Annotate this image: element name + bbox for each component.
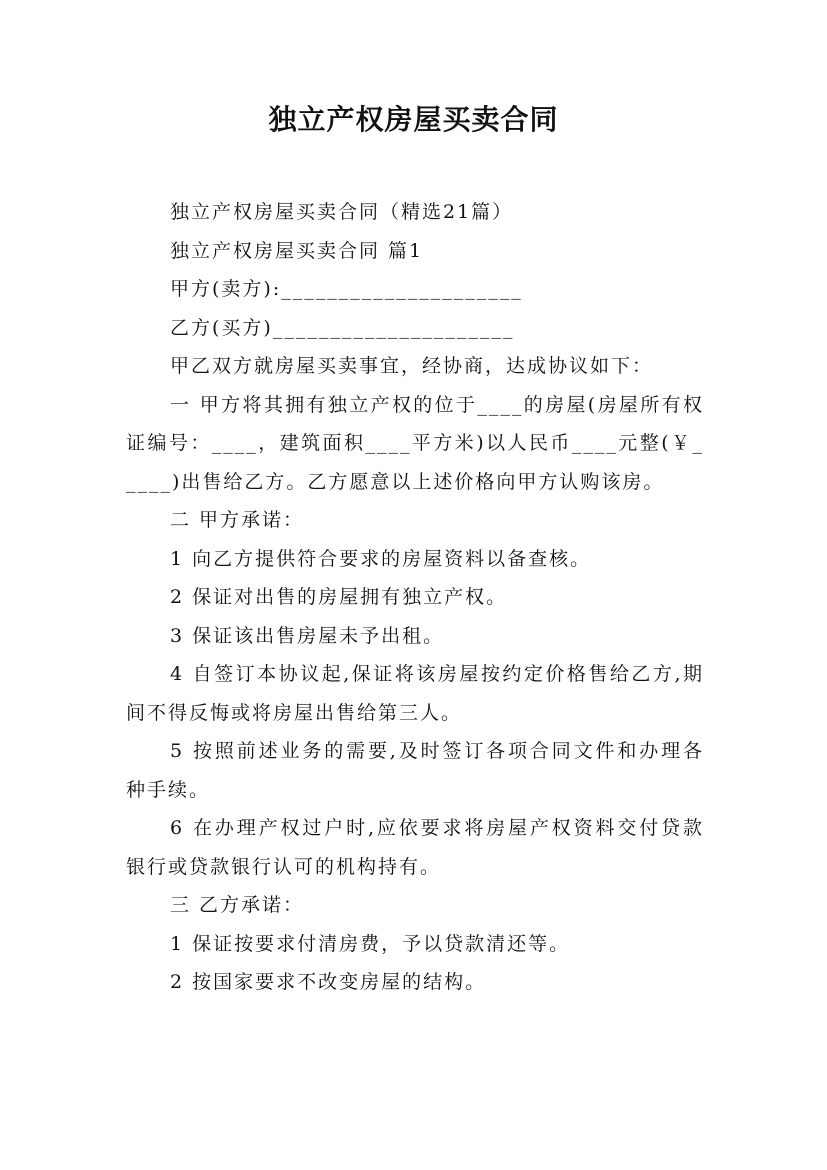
paragraph-agreement-intro: 甲乙双方就房屋买卖事宜，经协商，达成协议如下：	[170, 355, 654, 377]
document-title: 独立产权房屋买卖合同	[268, 103, 559, 136]
paragraph-collection-title: 独立产权房屋买卖合同（精选21篇）	[170, 201, 514, 223]
paragraph-clause-2-item-1: 1 向乙方提供符合要求的房屋资料以备查核。	[170, 547, 592, 570]
paragraph-clause-2-item-6: 6 在办理产权过户时,应依要求将房屋产权资料交付贷款银行或贷款银行认可的机构持有。	[126, 817, 704, 878]
document-body	[126, 193, 704, 1002]
paragraph-party-b: 乙方(买方)_____________________	[170, 316, 515, 339]
paragraph-clause-2-item-2: 2 保证对出售的房屋拥有独立产权。	[170, 586, 508, 608]
paragraph-clause-1: 一 甲方将其拥有独立产权的位于____的房屋(房屋所有权证编号：____，建筑面积____平方米)以人民币____元整(￥_____)出售给乙方。乙方愿意以上述价格向甲方认购该房。	[126, 393, 704, 493]
paragraph-clause-2-item-3: 3 保证该出售房屋未予出租。	[170, 624, 445, 647]
paragraph-clause-3-heading: 三 乙方承诺：	[170, 894, 305, 916]
paragraph-section-heading: 独立产权房屋买卖合同 篇1	[170, 239, 424, 262]
paragraph-clause-2-item-5: 5 按照前述业务的需要,及时签订各项合同文件和办理各种手续。	[126, 740, 704, 801]
paragraph-clause-2-heading: 二 甲方承诺：	[170, 509, 305, 531]
paragraph-clause-3-item-1: 1 保证按要求付清房费，予以贷款清还等。	[170, 932, 571, 955]
paragraph-clause-2-item-4: 4 自签订本协议起,保证将该房屋按约定价格售给乙方,期间不得反悔或将房屋出售给第三人。	[126, 663, 704, 724]
paragraph-clause-3-item-2: 2 按国家要求不改变房屋的结构。	[170, 971, 487, 993]
paragraph-party-a: 甲方(卖方):_____________________	[170, 278, 523, 300]
